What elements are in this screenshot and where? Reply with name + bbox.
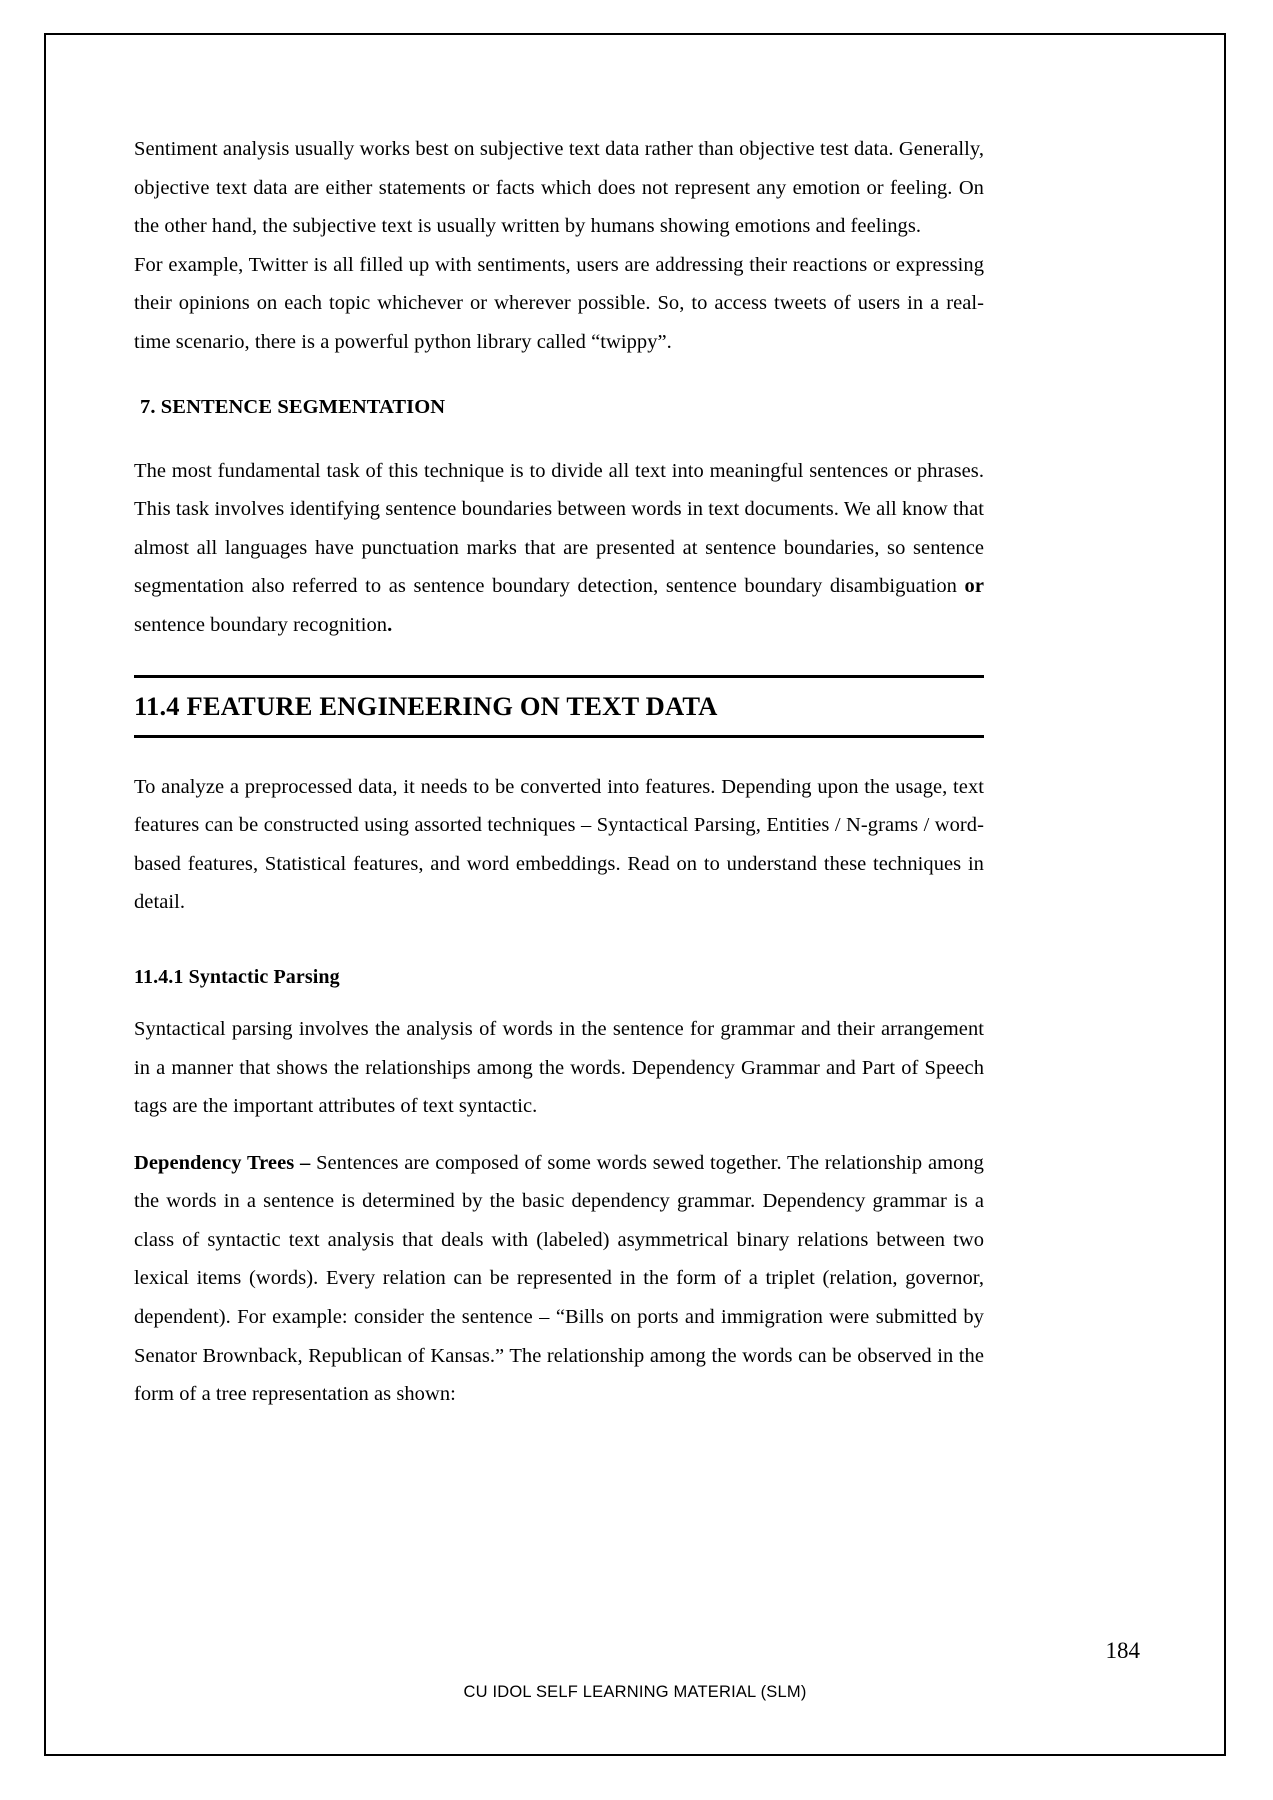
page-content [134, 130, 984, 1414]
segmentation-text-part2: sentence boundary recognition [134, 613, 388, 636]
paragraph-feature-engineering: To analyze a preprocessed data, it needs to be converted into features. Depending upon the usage, text features can be constructed using assorted techniques – Syntactical Parsing, Entities / N-grams / word-based features, Statistical features, and word embeddings. Read on to understand these techniques in detail. [134, 775, 984, 914]
spacer [134, 922, 984, 962]
segmentation-bold-or: or [964, 575, 984, 598]
paragraph-dependency-trees [134, 1144, 984, 1414]
segmentation-bold-period: . [387, 613, 393, 636]
segmentation-text-part1: The most fundamental task of this technique is to divide all text into meaningful sentences or phrases. This task involves identifying sentence boundaries between words in text documents. We all know that almost all languages have punctuation marks that are presented at sentence boundaries, so sentence segmentation also referred to as sentence boundary detection, sentence boundary disambiguation [134, 459, 984, 598]
spacer [134, 992, 984, 1010]
spacer [134, 645, 984, 675]
page-number: 184 [1105, 1638, 1140, 1663]
spacer [134, 362, 984, 392]
paragraph-syntactic-parsing: Syntactical parsing involves the analysis of words in the sentence for grammar and their arrangement in a manner that shows the relationships among the words. Dependency Grammar and Part of Speech tags are the important attributes of text syntactic. [134, 1017, 984, 1118]
heading-sentence-segmentation: 7. SENTENCE SEGMENTATION [140, 395, 446, 418]
heading-11-4-1-syntactic-parsing: 11.4.1 Syntactic Parsing [134, 965, 340, 988]
paragraph-sentence-segmentation [134, 452, 984, 645]
dependency-trees-lead-label: Dependency Trees – [134, 1151, 317, 1174]
spacer [134, 422, 984, 452]
spacer [134, 738, 984, 768]
heading-11-4-feature-engineering [134, 675, 984, 738]
page-frame [44, 33, 1226, 1756]
dependency-trees-body: Sentences are composed of some words sewed together. The relationship among the words in a sentence is determined by the basic dependency grammar. Dependency grammar is a class of syntactic text analysis that deals with (labeled) asymmetrical binary relations between two lexical items (words). Every relation can be represented in the form of a triplet (relation, governor, dependent). For example: consider the sentence – “Bills on ports and immigration were submitted by Senator Brownback, Republican of Kansas.” The relationship among the words can be observed in the form of a tree representation as shown: [134, 1151, 984, 1406]
footer-text: CU IDOL SELF LEARNING MATERIAL (SLM) [463, 1683, 807, 1701]
heading-11-4-text: 11.4 FEATURE ENGINEERING ON TEXT DATA [134, 690, 718, 721]
spacer [134, 1126, 984, 1144]
paragraph-twitter-example: For example, Twitter is all filled up with sentiments, users are addressing their reactions or expressing their opinions on each topic whichever or wherever possible. So, to access tweets of users in a real-time scenario, there is a powerful python library called “twippy”. [134, 253, 984, 353]
paragraph-sentiment-analysis: Sentiment analysis usually works best on subjective text data rather than objective test data. Generally, objective text data are either statements or facts which does not represent any emotion or feeling. On the other hand, the subjective text is usually written by humans showing emotions and feelings. [134, 138, 984, 238]
